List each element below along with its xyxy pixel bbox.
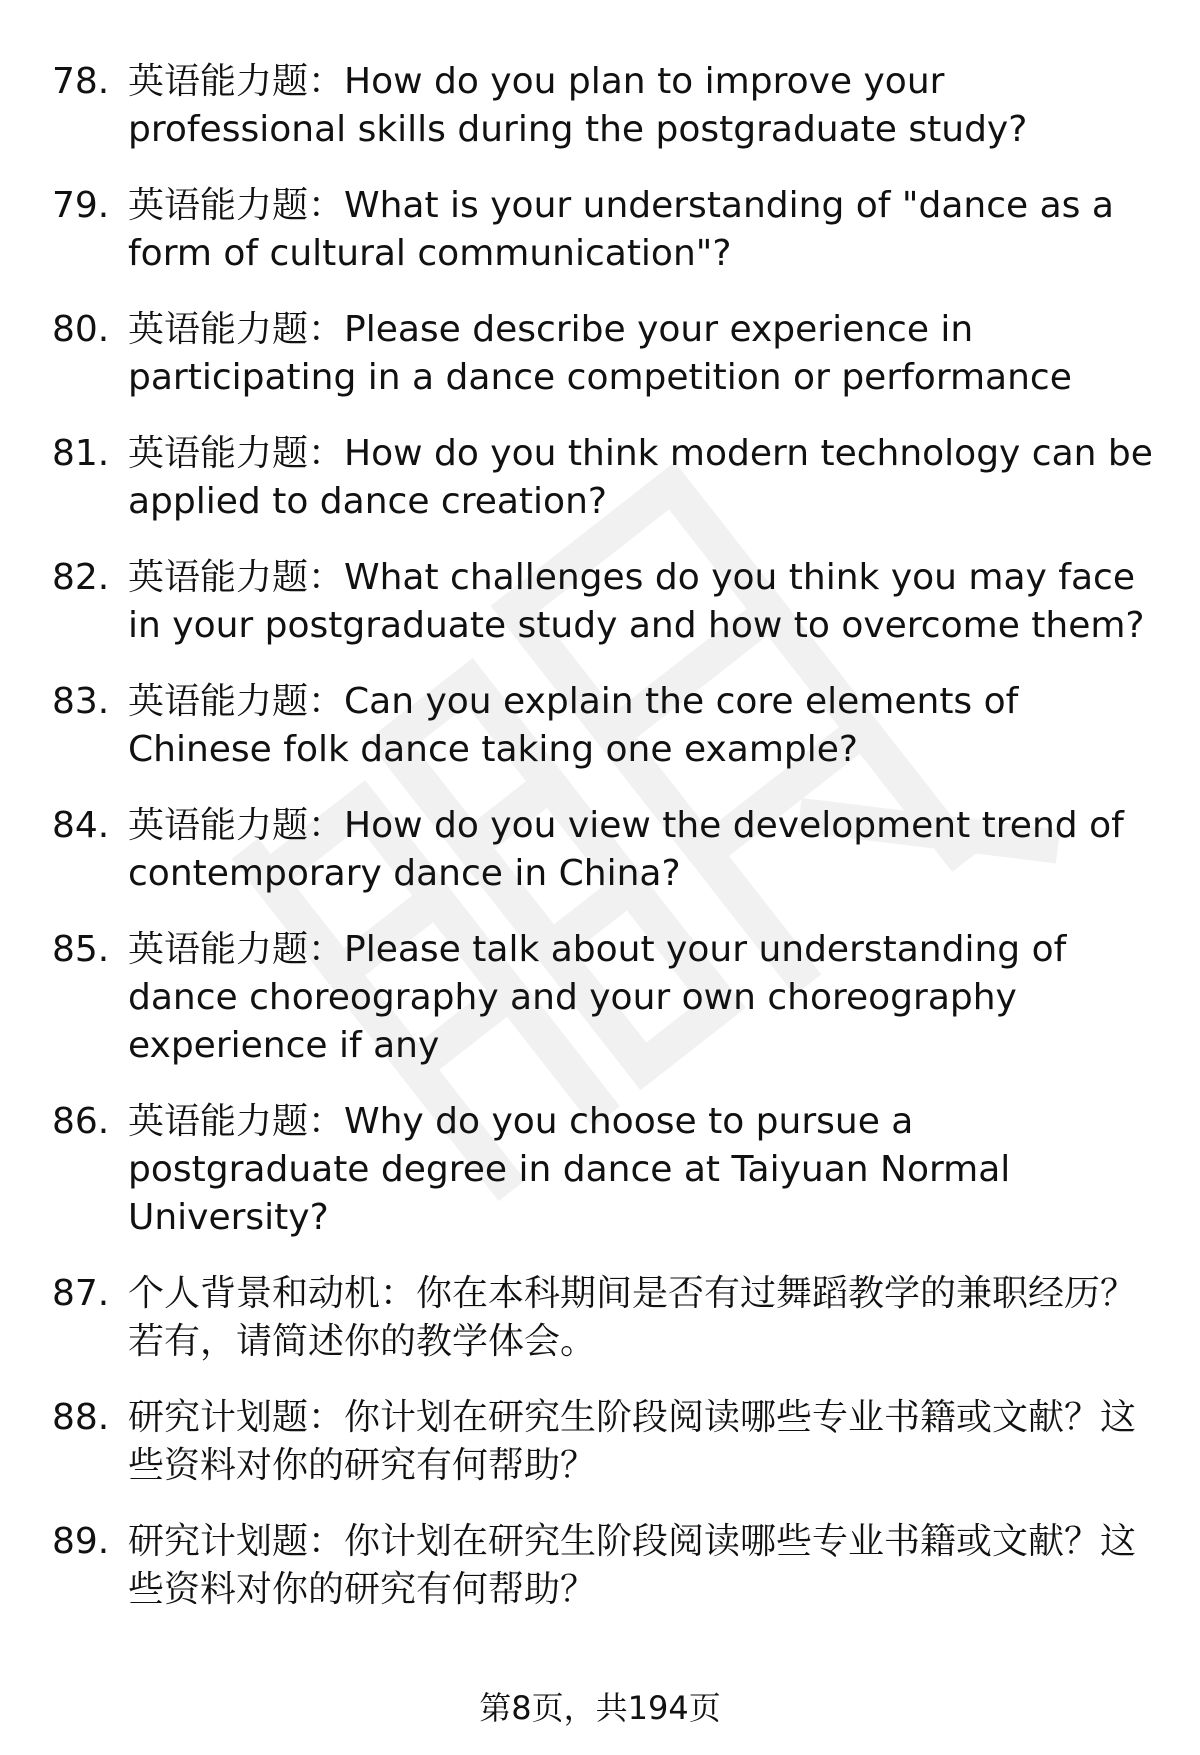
list-item bbox=[52, 1098, 1157, 1242]
question-number: 79. bbox=[52, 185, 110, 226]
question-text: 英语能力题：Please talk about your understanding of dance choreography and your own choreography experience if any bbox=[128, 929, 1067, 1066]
question-number: 82. bbox=[52, 557, 110, 598]
question-number: 80. bbox=[52, 309, 110, 350]
list-item bbox=[52, 182, 1157, 278]
list-item bbox=[52, 926, 1157, 1070]
list-item bbox=[52, 430, 1157, 526]
question-text: 英语能力题：How do you think modern technology can be applied to dance creation? bbox=[128, 433, 1153, 522]
question-number: 89. bbox=[52, 1521, 110, 1562]
question-text: 英语能力题：Why do you choose to pursue a postgraduate degree in dance at Taiyuan Normal University? bbox=[128, 1101, 1011, 1238]
question-number: 78. bbox=[52, 61, 110, 102]
list-item bbox=[52, 306, 1157, 402]
question-text: 研究计划题：你计划在研究生阶段阅读哪些专业书籍或文献？这些资料对你的研究有何帮助？ bbox=[128, 1521, 1137, 1610]
page-footer: 第8页，共194页 bbox=[479, 1689, 721, 1727]
question-text: 英语能力题：What challenges do you think you may face in your postgraduate study and how to overcome them? bbox=[128, 557, 1145, 646]
question-number: 81. bbox=[52, 433, 110, 474]
question-number: 85. bbox=[52, 929, 110, 970]
question-number: 87. bbox=[52, 1273, 110, 1314]
question-text: 英语能力题：What is your understanding of "dance as a form of cultural communication"? bbox=[128, 185, 1114, 274]
question-text: 英语能力题：How do you plan to improve your professional skills during the postgraduate study? bbox=[128, 61, 1028, 150]
list-item bbox=[52, 554, 1157, 650]
list-item bbox=[52, 802, 1157, 898]
question-list bbox=[52, 58, 1157, 1642]
question-number: 84. bbox=[52, 805, 110, 846]
question-number: 88. bbox=[52, 1397, 110, 1438]
list-item bbox=[52, 58, 1157, 154]
question-text: 研究计划题：你计划在研究生阶段阅读哪些专业书籍或文献？这些资料对你的研究有何帮助？ bbox=[128, 1397, 1137, 1486]
question-text: 英语能力题：How do you view the development trend of contemporary dance in China? bbox=[128, 805, 1124, 894]
list-item bbox=[52, 1270, 1157, 1366]
question-number: 83. bbox=[52, 681, 110, 722]
question-number: 86. bbox=[52, 1101, 110, 1142]
question-text: 个人背景和动机：你在本科期间是否有过舞蹈教学的兼职经历？若有，请简述你的教学体会。 bbox=[128, 1273, 1137, 1362]
question-text: 英语能力题：Please describe your experience in participating in a dance competition or performance bbox=[128, 309, 1072, 398]
list-item bbox=[52, 1394, 1157, 1490]
list-item bbox=[52, 678, 1157, 774]
list-item bbox=[52, 1518, 1157, 1614]
question-text: 英语能力题：Can you explain the core elements of Chinese folk dance taking one example? bbox=[128, 681, 1019, 770]
